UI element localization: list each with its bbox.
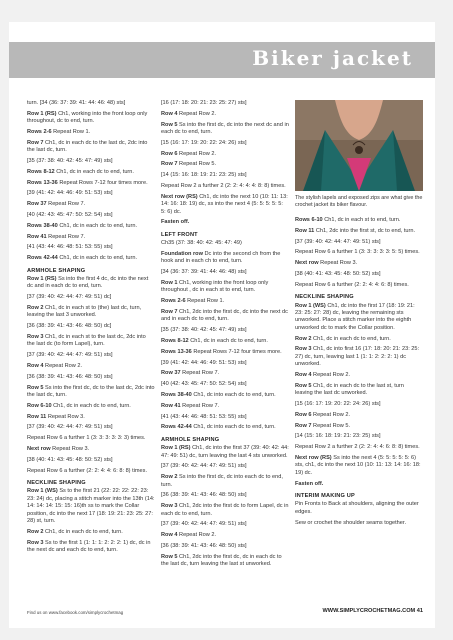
row-label: Row 1 (RS) (161, 445, 191, 452)
row-text: Repeat Row 3. (318, 260, 358, 267)
row-label: Row 1 (WS) (27, 488, 58, 495)
row-label: Row 11 (295, 227, 315, 234)
row-text: Ch1, dc in each dc to end, turn. (57, 255, 138, 262)
row-label: Row 11 (27, 413, 47, 420)
row-label: Row 41 (161, 402, 181, 409)
row-label: Rows 42-44 (27, 255, 58, 262)
pattern-instruction (27, 323, 155, 330)
pattern-instruction (27, 180, 155, 187)
pattern-instruction (161, 309, 289, 324)
row-text: Repeat Row 2. (177, 532, 217, 539)
pattern-instruction (27, 488, 155, 525)
pattern-instruction (27, 363, 155, 370)
row-label: Rows 6-10 (295, 217, 323, 223)
pattern-instruction (27, 540, 155, 555)
row-text: Ch1, dc in each dc to end, turn. (57, 222, 138, 229)
row-label: Rows 2-6 (161, 298, 186, 305)
row-label: Row 7 (161, 161, 178, 168)
row-text: Ch1, dc into the next 10 (10: 11: 13: 14: 16: 18: 19) dc, ss into the next 4 (5: 5: 5: 5: 5: 5: 6) dc. (161, 193, 288, 215)
pattern-instruction (295, 249, 423, 256)
pattern-instruction (27, 100, 155, 107)
pattern-instruction (27, 158, 155, 165)
row-text: Ch1, dc in each dc to the last dc, 2dc into the last dc, turn. (27, 139, 148, 154)
row-text: [34 (36: 37: 39: 41: 44: 46: 48) sts] (161, 269, 247, 276)
row-label: Row 2 (295, 335, 312, 342)
pattern-instruction (161, 474, 289, 489)
row-label: Row 37 (161, 370, 181, 377)
pattern-instruction (27, 352, 155, 359)
pattern-instruction (27, 385, 155, 400)
row-label: Row 3 (27, 333, 44, 340)
pattern-instruction (27, 169, 155, 176)
pattern-instruction (161, 492, 289, 499)
pattern-instruction (295, 455, 423, 477)
row-text: Ch1, dc in each dc to end, turn. (188, 338, 268, 344)
row-label: Rows 13-36 (161, 348, 192, 355)
row-label: Rows 13-36 (27, 179, 58, 186)
pattern-instruction (295, 217, 423, 224)
row-text: [37 (39: 40: 42: 44: 47: 49: 51) sts] (27, 352, 113, 359)
row-text: Repeat Row 1. (185, 298, 225, 305)
row-text: [38 (40: 41: 43: 45: 48: 50: 52) sts] (27, 456, 113, 463)
row-text: [40 (42: 43: 45: 47: 50: 52: 54) sts] (161, 381, 247, 388)
row-text: Ch1, 2dc into the first dc, dc into the next dc and in each dc to end, turn. (161, 309, 288, 323)
pattern-instruction (161, 503, 289, 518)
pattern-instruction (161, 183, 289, 190)
pattern-instruction (161, 424, 289, 431)
pattern-instruction (161, 151, 289, 158)
row-label: Row 4 (161, 110, 178, 117)
row-label: Row 1 (WS) (295, 302, 326, 309)
row-label: Row 5 (161, 121, 178, 128)
pattern-instruction (27, 201, 155, 208)
row-text: Repeat Row 1. (51, 129, 91, 135)
row-text: Dc into the second ch from the hook and in each ch to end, turn. (161, 251, 281, 265)
pattern-instruction (27, 446, 155, 453)
row-text: [35 (37: 38: 40: 42: 45: 47: 49) sts] (27, 158, 113, 164)
row-text: [14 (15: 16: 18: 19: 21: 23: 25) sts] (161, 172, 247, 179)
pattern-instruction (161, 414, 289, 421)
row-text: [37 (39: 40: 42: 44: 47: 49: 51) dc] (27, 294, 112, 301)
row-text: Ch1, dc into each dc to end, turn. (191, 391, 276, 398)
row-text: Repeat Row 3. (50, 445, 90, 452)
row-text: Repeat Row 6 a further (2: 2: 4: 4: 6: 8) times. (295, 281, 409, 288)
pattern-instruction (27, 276, 155, 291)
section-heading: NECKLINE SHAPING (27, 479, 86, 486)
row-text: Ch1, dc into first 16 (17: 18: 20: 21: 23: 25: 27) dc, turn, leaving last 1 (1: 1: 2: 2: 2: 1) dc unworked. (295, 346, 420, 368)
pattern-instruction (295, 520, 423, 527)
row-label: Row 37 (27, 201, 47, 208)
title-banner (9, 42, 435, 78)
row-label: Rows 38-40 (27, 222, 58, 229)
pattern-instruction (27, 414, 155, 421)
pattern-instruction (27, 223, 155, 230)
row-label: Fasten off. (161, 219, 190, 226)
pattern-instruction (295, 346, 423, 368)
row-text: Repeat Row 2. (177, 150, 217, 157)
row-text: Ch1, dc in each dc to end, turn. (54, 168, 134, 175)
row-label: Fasten off. (295, 480, 324, 487)
row-text: turn. [34 (36: 37: 39: 41: 44: 46: 48) sts] (27, 100, 126, 106)
row-text: [15 (16: 17: 19: 20: 22: 24: 26) sts] (161, 139, 247, 146)
pattern-instruction (161, 280, 289, 295)
row-label: Row 1 (RS) (27, 275, 57, 282)
row-label: Rows 42-44 (161, 424, 192, 431)
pattern-instruction (161, 251, 289, 266)
pattern-instruction (161, 370, 289, 377)
page-title: Biker jacket (252, 46, 413, 70)
row-text: Ch1, dc in each dc to the last st, turn leaving the last dc unworked. (295, 382, 404, 397)
row-text: Repeat Row 2. (177, 110, 217, 117)
row-text: Repeat Row 6 a further (2: 2: 4: 4: 6: 8: 8) times. (27, 467, 148, 474)
pattern-instruction (161, 445, 289, 460)
row-text: Repeat Rows 7-12 four times more. (191, 348, 282, 355)
row-text: Repeat Row 3. (46, 413, 85, 420)
row-text: [36 (38: 39: 41: 43: 46: 48: 50) sts] (161, 542, 247, 549)
row-text: Ss into the first dc, dc to the last dc, 2dc into the last dc, turn. (27, 384, 155, 398)
row-text: Ss into the first 4 dc, dc into the next dc and in each dc to end, turn. (27, 275, 149, 290)
pattern-instruction (295, 271, 423, 278)
pattern-column-2 (161, 100, 289, 572)
pattern-instruction (161, 219, 289, 226)
row-text: Ch1, working into the front loop only throughout, dc to end, turn. (27, 110, 148, 125)
row-text: Ch1, dc in each dc to end, turn. (43, 528, 123, 535)
footer-facebook: Find us on www.facebook.com/simplycrochetmag (27, 610, 124, 615)
row-text: [37 (39: 40: 42: 44: 47: 49: 51) sts] (161, 463, 247, 470)
pattern-instruction (27, 129, 155, 136)
pattern-instruction (27, 334, 155, 349)
row-text: Ch1, dc in each st to (the) last dc, turn, leaving the last 3 unworked. (27, 304, 142, 319)
pattern-instruction (27, 255, 155, 262)
jacket-photo (295, 100, 423, 191)
row-label: Row 5 (295, 382, 312, 389)
footer-site-page: WWW.SIMPLYCROCHETMAG.COM 41 (322, 608, 423, 614)
row-text: Repeat Row 7. (46, 201, 86, 208)
row-label: Rows 8-12 (27, 168, 55, 175)
pattern-instruction (161, 532, 289, 539)
row-text: Ss to the first 1 (1: 1: 1: 2: 2: 2: 1) dc, dc in the next dc and each dc to end, turn. (27, 539, 151, 553)
row-text: Ss to the first 21 (22: 22: 22: 22: 23: 23: 24) dc, placing a stitch marker into the 13th (14: 14: 14: 14: 15: 15: 16)th ss to mark the Collar position, dc into the next 17 (18: 19: 21: 23: 25: 27: 28) st, turn. (27, 488, 155, 524)
row-text: Repeat Rows 7-12 four times more. (57, 179, 148, 186)
pattern-instruction (161, 240, 289, 247)
jacket-photo-illustration (295, 100, 423, 191)
section-heading: LEFT FRONT (161, 231, 198, 238)
pattern-instruction (295, 282, 423, 289)
row-text: Ch1, dc into the first 37 (39: 40: 42: 44: 47: 49: 51) dc, turn leaving the last 4 sts unworked. (161, 445, 289, 459)
row-text: Repeat Row 2. (311, 372, 351, 379)
row-label: Row 3 (295, 346, 312, 353)
pattern-instruction (27, 212, 155, 219)
row-text: [39 (41: 42: 44: 46: 49: 51: 53) sts] (27, 190, 113, 197)
row-label: Row 1 (RS) (27, 110, 57, 117)
pattern-instruction (161, 269, 289, 276)
row-label: Row 41 (27, 233, 47, 240)
pattern-instruction (295, 423, 423, 430)
pattern-instruction (295, 336, 423, 343)
row-text: [36 (38: 39: 41: 43: 46: 48: 50) sts] (27, 373, 113, 380)
pattern-instruction (27, 374, 155, 381)
row-text: [39 (41: 42: 44: 46: 49: 51: 53) sts] (161, 359, 247, 366)
row-label: Row 2 (161, 474, 178, 481)
row-text: Repeat Row 7. (46, 233, 86, 240)
row-label: Next row (RS) (161, 193, 198, 200)
row-text: [35 (37: 38: 40: 42: 45: 47: 49) sts] (161, 327, 247, 334)
row-text: Repeat Row 5. (311, 422, 351, 429)
section-heading: ARMHOLE SHAPING (27, 267, 86, 274)
pattern-instruction (27, 244, 155, 251)
row-text: Ch1, dc into each dc to end, turn. (191, 424, 276, 431)
row-label: Row 7 (161, 309, 178, 315)
pattern-instruction (161, 360, 289, 367)
row-text: Repeat Row 7. (180, 370, 220, 377)
row-label: Next row (27, 445, 51, 452)
pattern-instruction (161, 521, 289, 528)
pattern-instruction (295, 444, 423, 451)
row-text: Repeat Row 7. (180, 402, 220, 409)
pattern-instruction (27, 424, 155, 431)
pattern-instruction (295, 228, 423, 235)
row-label: Row 6-10 (27, 402, 52, 409)
pattern-instruction (161, 403, 289, 410)
row-text: [37 (39: 40: 42: 44: 47: 49: 51) sts] (161, 521, 247, 528)
row-label: Row 4 (161, 532, 178, 539)
row-text: Ch1, 2dc into the first dc to form Lapel, dc in each dc to end, turn. (161, 503, 289, 517)
row-label: Rows 2-6 (27, 129, 52, 135)
pattern-instruction (161, 100, 289, 107)
row-label: Rows 8-12 (161, 338, 189, 344)
section-heading: INTERIM MAKING UP (295, 493, 355, 500)
pattern-instruction (161, 463, 289, 470)
pattern-column-3 (295, 217, 423, 530)
row-text: [41 (43: 44: 46: 48: 51: 53: 55) sts] (27, 244, 113, 251)
row-text: Pin Fronts to Back at shoulders, aligning the outer edges. (295, 501, 419, 515)
row-label: Row 6 (295, 411, 312, 418)
row-label: Row 3 (27, 539, 44, 546)
row-label: Foundation row (161, 251, 203, 257)
pattern-instruction (161, 111, 289, 118)
pattern-instruction (295, 239, 423, 246)
row-label: Row 4 (27, 362, 44, 369)
row-text: Ch1, dc in each st to end, turn. (322, 217, 401, 223)
pattern-instruction (27, 403, 155, 410)
pattern-instruction (295, 412, 423, 419)
row-label: Next row (RS) (295, 455, 332, 461)
pattern-instruction (27, 435, 155, 442)
row-label: Row 7 (295, 422, 312, 429)
section-heading: NECKLINE SHAPING (295, 294, 354, 301)
row-text: Repeat Row 2 a further 2 (2: 2: 4: 4: 4: 8: 8) times. (161, 182, 286, 189)
pattern-instruction (27, 457, 155, 464)
pattern-instruction (161, 392, 289, 399)
row-text: [37 (39: 40: 42: 44: 47: 49: 51) sts] (295, 238, 381, 245)
row-text: Ch1, 2dc into the first st, dc to end, turn. (314, 227, 416, 234)
row-text: [41 (43: 44: 46: 48: 51: 53: 55) sts] (161, 413, 247, 420)
row-label: Row 3 (161, 503, 178, 510)
pattern-instruction (295, 501, 423, 516)
row-text: Repeat Row 2 a further 2 (2: 2: 4: 4: 6: 8: 8) times. (295, 444, 420, 451)
magazine-page (9, 22, 435, 628)
pattern-instruction (295, 481, 423, 488)
row-text: Ch1, dc in each dc to end, turn. (51, 402, 131, 409)
pattern-instruction (161, 140, 289, 147)
pattern-column-1 (27, 100, 155, 558)
pattern-instruction (161, 298, 289, 305)
row-label: Row 6 (161, 150, 178, 157)
row-text: Ss into the first dc, dc into each dc to end, turn. (161, 474, 283, 488)
row-text: Ss into the next 4 (5: 5: 5: 5: 5: 6) sts, ch1, dc into the next 10 (10: 11: 13: 14: 16: 18: 19) dc. (295, 455, 421, 476)
row-text: [36 (38: 39: 41: 43: 46: 48: 50) dc] (27, 323, 112, 330)
row-text: [36 (38: 39: 41: 43: 46: 48: 50) sts] (161, 492, 247, 499)
row-text: Repeat Row 2. (43, 362, 83, 369)
row-text: Ch1, working into the front loop only throughout , dc in each st to end, turn. (161, 280, 269, 294)
pattern-instruction (161, 381, 289, 388)
row-text: Ss into the first dc, dc into the next dc and in each dc to end, turn. (161, 121, 289, 135)
pattern-instruction (27, 294, 155, 301)
row-text: [14 (15: 16: 18: 19: 21: 23: 25) sts] (295, 433, 381, 440)
pattern-instruction (295, 260, 423, 267)
row-label: Row 5 (27, 384, 44, 391)
row-label: Row 7 (27, 139, 44, 146)
row-text: Ch1, dc in each st to the last dc, 2dc into the last dc (to form Lapel), turn. (27, 333, 146, 348)
pattern-instruction (27, 305, 155, 320)
pattern-instruction (161, 161, 289, 168)
pattern-instruction (27, 140, 155, 155)
pattern-instruction (161, 338, 289, 345)
pattern-instruction (161, 327, 289, 334)
row-text: Ch1, dc in each dc to end, turn. (311, 335, 391, 342)
pattern-instruction (161, 543, 289, 550)
row-text: [40 (42: 43: 45: 47: 50: 52: 54) sts] (27, 211, 113, 218)
row-text: Ch1, dc into the first 17 (18: 19: 21: 23: 25: 27: 28) dc, leaving the remaining sts unworked. Place a stitch marker into the eighth unworked dc to mark the Collar position. (295, 302, 415, 331)
row-text: Ch35 (37: 38: 40: 42: 45: 47: 49) (161, 240, 242, 247)
row-label: Rows 38-40 (161, 391, 192, 398)
row-text: Sew or crochet the shoulder seams together. (295, 519, 407, 526)
pattern-instruction (27, 190, 155, 197)
photo-caption: The stylish lapels and exposed zips are what give the crochet jacket its biker flavour. (295, 195, 423, 208)
pattern-instruction (295, 372, 423, 379)
pattern-instruction (161, 194, 289, 216)
pattern-instruction (27, 111, 155, 126)
pattern-instruction (161, 172, 289, 179)
row-label: Row 1 (161, 280, 178, 286)
row-text: Repeat Row 2. (311, 411, 351, 418)
row-label: Row 4 (295, 372, 312, 379)
row-text: Repeat Row 5. (177, 161, 217, 168)
section-heading: ARMHOLE SHAPING (161, 436, 220, 443)
pattern-instruction (295, 383, 423, 398)
row-text: [16 (17: 18: 20: 21: 23: 25: 27) sts] (161, 100, 247, 106)
row-text: [15 (16: 17: 19: 20: 22: 24: 26) sts] (295, 401, 381, 408)
row-text: Repeat Row 6 a further 1 (3: 3: 3: 3: 3: 3) times. (27, 435, 146, 442)
pattern-instruction (27, 468, 155, 475)
pattern-instruction (295, 401, 423, 408)
pattern-instruction (295, 433, 423, 440)
row-label: Row 2 (27, 528, 44, 535)
pattern-instruction (295, 303, 423, 333)
row-text: [38 (40: 41: 43: 45: 48: 50: 52) sts] (295, 270, 381, 277)
row-text: Repeat Row 6 a further 1 (3: 3: 3: 3: 3: 5: 5) times. (295, 249, 420, 256)
pattern-instruction (27, 234, 155, 241)
pattern-instruction (27, 529, 155, 536)
pattern-instruction (161, 122, 289, 137)
pattern-instruction (161, 554, 289, 569)
pattern-instruction (161, 349, 289, 356)
row-text: [37 (39: 40: 42: 44: 47: 49: 51) sts] (27, 424, 113, 431)
row-label: Next row (295, 260, 319, 267)
row-label: Row 5 (161, 553, 178, 560)
row-label: Row 2 (27, 304, 44, 311)
row-text: Ch1, 2dc into the first dc, dc in each dc to the last dc, turn leaving the last st unworked. (161, 553, 282, 568)
